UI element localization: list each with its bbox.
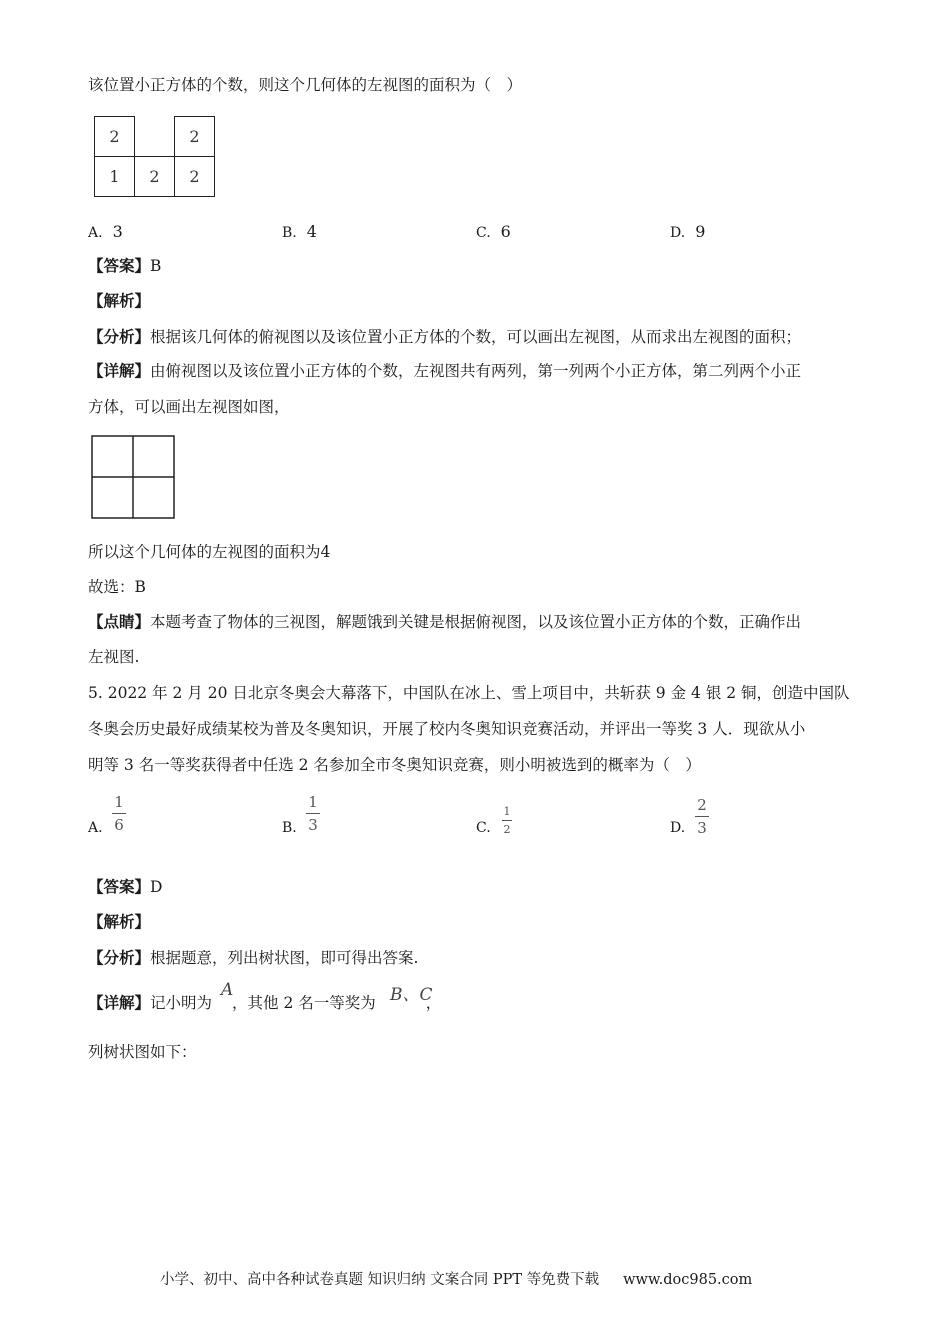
top-view-cell (135, 117, 175, 157)
option-letter: B. (282, 225, 297, 241)
fraction-bar (695, 816, 709, 817)
option-value: 6 (500, 222, 511, 241)
answer-label: 【答案】 (88, 256, 151, 275)
q4-choice: 故选：B (88, 578, 146, 596)
q4-stem-tail: 该位置小正方体的个数，则这个几何体的左视图的面积为（ ） (88, 76, 523, 94)
fraction-numerator: 1 (503, 805, 511, 818)
q4-option-d (670, 222, 705, 241)
option-letter: C. (476, 225, 491, 241)
variable-bc: B、C (390, 985, 433, 1005)
xiangjie-text: ，其他 2 名一等奖为 (232, 994, 376, 1012)
fraction-bar (306, 813, 320, 814)
q5-xiangjie (88, 992, 441, 1014)
q4-xiangjie (88, 360, 801, 382)
q5-stem-line3: 明等 3 名一等奖获得者中任选 2 名参加全市冬奥知识竞赛，则小明被选到的概率为（ ） (88, 756, 701, 774)
fraction-numerator: 1 (114, 793, 124, 811)
q5-analysis-label: 【解析】 (88, 912, 151, 931)
q5-option-c-fraction (502, 805, 512, 836)
q4-xiangjie-cont: 方体，可以画出左视图如图， (88, 398, 290, 416)
fraction-bar (112, 813, 126, 814)
fraction-denominator: 3 (308, 816, 318, 834)
q5-stem-line2: 冬奥会历史最好成绩某校为普及冬奥知识，开展了校内冬奥知识竞赛活动，并评出一等奖 3 人．现欲从小 (88, 720, 806, 738)
top-view-cell: 2 (95, 117, 135, 157)
xiangjie-text: 由俯视图以及该位置小正方体的个数，左视图共有两列，第一列两个小正方体，第二列两个小正 (150, 362, 802, 380)
fenxi-label: 【分析】 (88, 948, 151, 967)
fraction-denominator: 3 (697, 819, 707, 837)
option-value: 4 (306, 222, 317, 241)
fraction-denominator: 6 (114, 816, 124, 834)
q4-option-b (282, 222, 317, 241)
q5-answer (88, 876, 162, 898)
q4-answer (88, 255, 161, 277)
xiangjie-text: 记小明为 (150, 994, 213, 1012)
fenxi-text: 根据题意，列出树状图，即可得出答案. (150, 949, 419, 967)
q5-option-a-fraction (112, 793, 126, 834)
answer-value: B (150, 257, 162, 275)
fenxi-text: 根据该几何体的俯视图以及该位置小正方体的个数，可以画出左视图，从而求出左视图的面积； (150, 328, 802, 346)
dianjing-label: 【点睛】 (88, 612, 151, 631)
option-letter: D. (670, 225, 686, 241)
xiangjie-label: 【详解】 (88, 993, 151, 1012)
top-view-cell: 2 (175, 157, 215, 197)
q4-option-c (476, 222, 511, 241)
q4-option-a (88, 222, 123, 241)
fraction-denominator: 2 (503, 823, 511, 836)
xiangjie-label: 【详解】 (88, 361, 151, 380)
fraction-numerator: 2 (697, 796, 707, 814)
left-view-figure (91, 435, 177, 521)
top-view-cell: 2 (135, 157, 175, 197)
q4-conclusion: 所以这个几何体的左视图的面积为4 (88, 543, 331, 561)
q5-option-c-letter: C. (476, 820, 491, 836)
q4-dianjing-cont: 左视图. (88, 648, 140, 666)
q4-fenxi (88, 326, 801, 348)
top-view-figure (94, 116, 215, 197)
q5-option-d-fraction (695, 796, 709, 837)
option-value: 3 (112, 222, 123, 241)
footer-text: 小学、初中、高中各种试卷真题 知识归纳 文案合同 PPT 等免费下载 (160, 1272, 600, 1288)
variable-a: A (221, 980, 234, 1000)
q5-stem-line1: 5. 2022 年 2 月 20 日北京冬奥会大幕落下，中国队在冰上、雪上项目中，共斩获 9 金 4 银 2 铜，创造中国队 (88, 684, 850, 702)
fraction-bar (502, 820, 512, 821)
option-value: 9 (695, 222, 706, 241)
xiangjie-text: ， (425, 994, 442, 1012)
q4-dianjing (88, 611, 801, 633)
q5-tree-intro: 列树状图如下： (88, 1043, 197, 1061)
q5-fenxi (88, 947, 418, 969)
q4-analysis-label: 【解析】 (88, 291, 151, 310)
q5-option-b-letter: B. (282, 820, 297, 836)
answer-label: 【答案】 (88, 877, 151, 896)
fraction-numerator: 1 (308, 793, 318, 811)
page-footer (160, 1268, 752, 1289)
q5-option-d-letter: D. (670, 820, 686, 836)
option-letter: A. (88, 225, 103, 241)
dianjing-text: 本题考查了物体的三视图，解题饿到关键是根据俯视图，以及该位置小正方体的个数，正确作出 (150, 613, 802, 631)
answer-value: D (150, 878, 163, 896)
q5-option-b-fraction (306, 793, 320, 834)
fenxi-label: 【分析】 (88, 327, 151, 346)
footer-site: www.doc985.com (623, 1272, 753, 1288)
top-view-cell: 1 (95, 157, 135, 197)
q5-option-a-letter: A. (88, 820, 103, 836)
top-view-cell: 2 (175, 117, 215, 157)
